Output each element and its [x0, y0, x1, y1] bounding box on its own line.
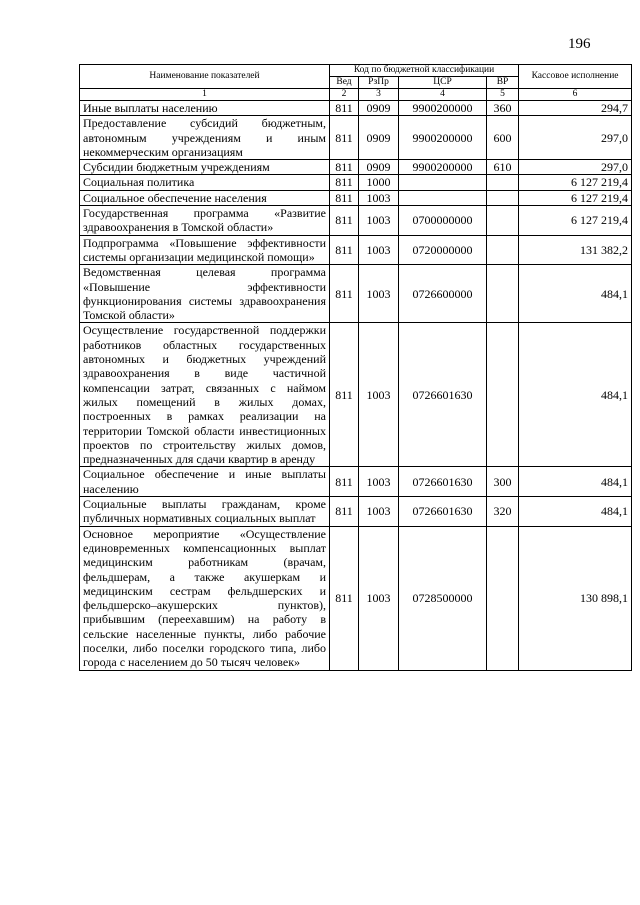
row-name: Иные выплаты населению — [80, 101, 330, 116]
header-name: Наименование показателей — [80, 65, 330, 89]
row-vr — [487, 206, 519, 236]
header-vr: ВР — [487, 77, 519, 89]
table-row — [80, 160, 632, 175]
table-row — [80, 101, 632, 116]
row-name: Государственная программа «Развитие здравоохранения в Томской области» — [80, 206, 330, 236]
row-rzpr: 1003 — [359, 265, 399, 323]
row-name: Ведомственная целевая программа «Повышение эффективности функционирования системы здравоохранения Томской области» — [80, 265, 330, 323]
row-vr: 600 — [487, 116, 519, 160]
row-vr: 300 — [487, 467, 519, 497]
table-row — [80, 526, 632, 670]
header-rzpr: РзПр — [359, 77, 399, 89]
row-amount: 6 127 219,4 — [519, 190, 632, 205]
row-ved: 811 — [330, 235, 359, 265]
row-vr: 610 — [487, 160, 519, 175]
row-ved: 811 — [330, 101, 359, 116]
row-name: Предоставление субсидий бюджетным, автономным учреждениям и иным некоммерческим организациям — [80, 116, 330, 160]
row-csr: 0726601630 — [399, 467, 487, 497]
row-vr — [487, 190, 519, 205]
row-vr — [487, 265, 519, 323]
col-number: 6 — [519, 89, 632, 101]
row-rzpr: 0909 — [359, 101, 399, 116]
row-amount: 484,1 — [519, 497, 632, 527]
row-amount: 484,1 — [519, 467, 632, 497]
col-number: 1 — [80, 89, 330, 101]
row-rzpr: 0909 — [359, 116, 399, 160]
row-csr: 0726601630 — [399, 323, 487, 467]
row-ved: 811 — [330, 467, 359, 497]
page-number: 196 — [568, 36, 591, 52]
row-ved: 811 — [330, 175, 359, 190]
row-ved: 811 — [330, 206, 359, 236]
row-amount: 6 127 219,4 — [519, 175, 632, 190]
table-row — [80, 497, 632, 527]
row-ved: 811 — [330, 323, 359, 467]
table-row — [80, 235, 632, 265]
row-rzpr: 1003 — [359, 467, 399, 497]
table-row — [80, 206, 632, 236]
table-row — [80, 175, 632, 190]
table-row — [80, 323, 632, 467]
col-number: 2 — [330, 89, 359, 101]
row-csr: 0726601630 — [399, 497, 487, 527]
row-amount: 6 127 219,4 — [519, 206, 632, 236]
row-vr — [487, 235, 519, 265]
row-ved: 811 — [330, 190, 359, 205]
row-ved: 811 — [330, 497, 359, 527]
row-csr: 9900200000 — [399, 101, 487, 116]
row-name: Социальное обеспечение и иные выплаты населению — [80, 467, 330, 497]
row-name: Субсидии бюджетным учреждениям — [80, 160, 330, 175]
row-name: Подпрограмма «Повышение эффективности системы организации медицинской помощи» — [80, 235, 330, 265]
row-rzpr: 0909 — [359, 160, 399, 175]
header-code-group: Код по бюджетной классификации — [330, 65, 519, 77]
table-row — [80, 265, 632, 323]
row-vr: 320 — [487, 497, 519, 527]
row-vr — [487, 323, 519, 467]
row-amount: 130 898,1 — [519, 526, 632, 670]
table-row — [80, 467, 632, 497]
row-rzpr: 1003 — [359, 323, 399, 467]
row-csr: 9900200000 — [399, 116, 487, 160]
row-csr: 0700000000 — [399, 206, 487, 236]
row-amount: 484,1 — [519, 265, 632, 323]
row-name: Социальная политика — [80, 175, 330, 190]
row-rzpr: 1003 — [359, 526, 399, 670]
table-row — [80, 190, 632, 205]
row-rzpr: 1003 — [359, 190, 399, 205]
row-ved: 811 — [330, 265, 359, 323]
col-number: 4 — [399, 89, 487, 101]
row-amount: 294,7 — [519, 101, 632, 116]
row-amount: 484,1 — [519, 323, 632, 467]
row-vr: 360 — [487, 101, 519, 116]
row-name: Основное мероприятие «Осуществление единовременных компенсационных выплат медицинским работникам (врачам, фельдшерам, а также акушеркам и медицинским сестрам фельдшерских и фельдшерско–акушерских пунктов), прибывшим (переехавшим) на работу в сельские населенные пункты, либо рабочие поселки, либо поселки городского типа, либо города с населением до 50 тысяч человек» — [80, 526, 330, 670]
row-name: Социальные выплаты гражданам, кроме публичных нормативных социальных выплат — [80, 497, 330, 527]
row-vr — [487, 526, 519, 670]
row-csr: 9900200000 — [399, 160, 487, 175]
row-csr — [399, 190, 487, 205]
row-ved: 811 — [330, 116, 359, 160]
col-number: 3 — [359, 89, 399, 101]
budget-table — [79, 64, 632, 671]
row-ved: 811 — [330, 526, 359, 670]
row-amount: 297,0 — [519, 160, 632, 175]
row-csr — [399, 175, 487, 190]
row-csr: 0720000000 — [399, 235, 487, 265]
row-csr: 0726600000 — [399, 265, 487, 323]
col-number: 5 — [487, 89, 519, 101]
row-amount: 297,0 — [519, 116, 632, 160]
row-rzpr: 1000 — [359, 175, 399, 190]
row-rzpr: 1003 — [359, 206, 399, 236]
header-ved: Вед — [330, 77, 359, 89]
row-rzpr: 1003 — [359, 497, 399, 527]
table-row — [80, 116, 632, 160]
row-ved: 811 — [330, 160, 359, 175]
header-amount: Кассовое исполнение — [519, 65, 632, 89]
row-csr: 0728500000 — [399, 526, 487, 670]
header-csr: ЦСР — [399, 77, 487, 89]
row-name: Социальное обеспечение населения — [80, 190, 330, 205]
row-rzpr: 1003 — [359, 235, 399, 265]
row-name: Осуществление государственной поддержки работников областных государственных автономных и бюджетных учреждений здравоохранения в виде частичной компенсации затрат, связанных с наймом жилых помещений в жилых домах, построенных в рамках реализации на территории Томской области инвестиционных проектов по строительству жилых домов, предназначенных для сдачи квартир в аренду — [80, 323, 330, 467]
row-vr — [487, 175, 519, 190]
row-amount: 131 382,2 — [519, 235, 632, 265]
